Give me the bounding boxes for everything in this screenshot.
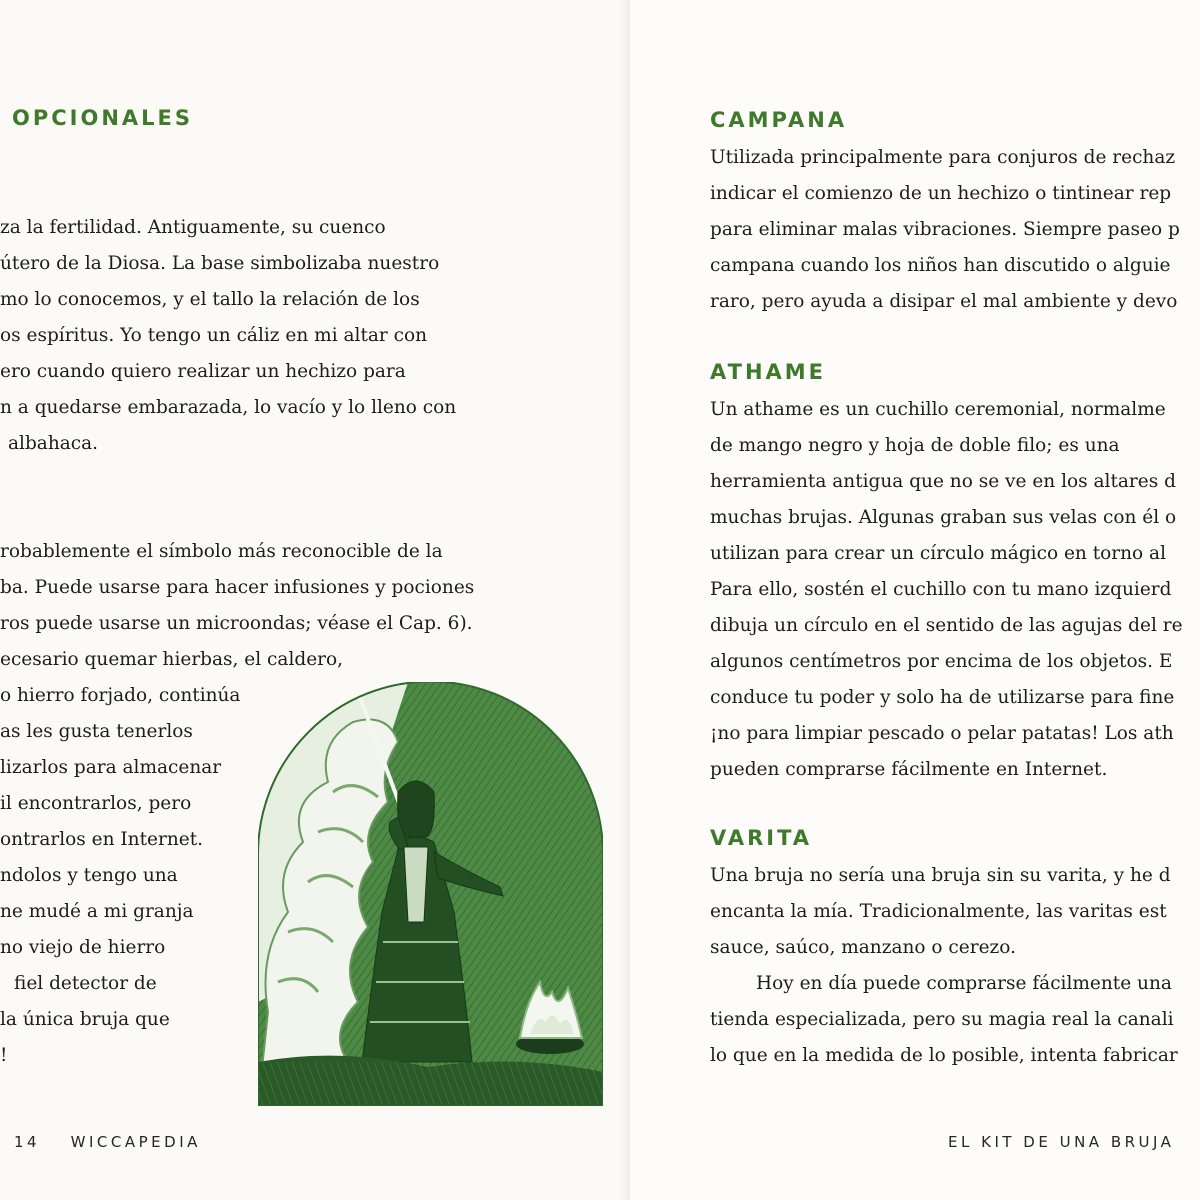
text-line: Para ello, sostén el cuchillo con tu mano izquierd	[710, 579, 1172, 600]
text-line: ontrarlos en Internet.	[0, 829, 204, 850]
text-line: Una bruja no sería una bruja sin su varita, y he d	[710, 865, 1171, 886]
text-line: !	[0, 1045, 8, 1066]
text-line: tienda especializada, pero su magia real la canali	[710, 1009, 1174, 1030]
text-line: n a quedarse embarazada, lo vacío y lo lleno con	[0, 397, 457, 418]
text-line: as les gusta tenerlos	[0, 721, 193, 742]
text-line: os espíritus. Yo tengo un cáliz en mi altar con	[0, 325, 428, 346]
text-line: la única bruja que	[0, 1009, 170, 1030]
witch-engraving-illustration	[258, 682, 603, 1106]
chapter-title: EL KIT DE UNA BRUJA	[948, 1133, 1175, 1151]
text-line: robablemente el símbolo más reconocible de la	[0, 541, 443, 562]
text-line: útero de la Diosa. La base simbolizaba nuestro	[0, 253, 440, 274]
text-line: ¡no para limpiar pescado o pelar patatas! Los ath	[710, 723, 1174, 744]
text-line: Utilizada principalmente para conjuros de rechaz	[710, 147, 1176, 168]
text-line: lizarlos para almacenar	[0, 757, 222, 778]
text-line: mo lo conocemos, y el tallo la relación de los	[0, 289, 420, 310]
footer-left	[14, 1133, 201, 1151]
text-line: algunos centímetros por encima de los objetos. E	[710, 651, 1173, 672]
text-line: albahaca.	[8, 433, 99, 454]
text-line: conduce tu poder y solo ha de utilizarse para fine	[710, 687, 1175, 708]
text-line: pueden comprarse fácilmente en Internet.	[710, 759, 1108, 780]
text-line: ndolos y tengo una	[0, 865, 178, 886]
text-line: lo que en la medida de lo posible, intenta fabricar	[710, 1045, 1178, 1066]
text-line: de mango negro y hoja de doble filo; es una	[710, 435, 1120, 456]
text-line: fiel detector de	[14, 973, 157, 994]
text-line: Hoy en día puede comprarse fácilmente una	[756, 973, 1172, 994]
text-line: encanta la mía. Tradicionalmente, las varitas est	[710, 901, 1167, 922]
section-heading-athame: ATHAME	[710, 360, 827, 384]
text-line: campana cuando los niños han discutido o alguie	[710, 255, 1171, 276]
text-line: ba. Puede usarse para hacer infusiones y pociones	[0, 577, 475, 598]
section-heading-campana: CAMPANA	[710, 108, 848, 132]
text-line: ero cuando quiero realizar un hechizo para	[0, 361, 406, 382]
text-line: il encontrarlos, pero	[0, 793, 192, 814]
text-line: dibuja un círculo en el sentido de las agujas del re	[710, 615, 1183, 636]
text-line: no viejo de hierro	[0, 937, 166, 958]
text-line: ne mudé a mi granja	[0, 901, 194, 922]
text-line: utilizan para crear un círculo mágico en torno al	[710, 543, 1166, 564]
text-line: ros puede usarse un microondas; véase el Cap. 6).	[0, 613, 473, 634]
text-line: raro, pero ayuda a disipar el mal ambiente y devo	[710, 291, 1178, 312]
text-line: herramienta antigua que no se ve en los altares d	[710, 471, 1176, 492]
text-line: muchas brujas. Algunas graban sus velas con él o	[710, 507, 1177, 528]
section-heading-opcionales: OPCIONALES	[12, 106, 193, 130]
text-line: indicar el comienzo de un hechizo o tintinear rep	[710, 183, 1172, 204]
book-title: WICCAPEDIA	[70, 1133, 201, 1151]
text-line: za la fertilidad. Antiguamente, su cuenco	[0, 217, 386, 238]
text-line: sauce, saúco, manzano o cerezo.	[710, 937, 1016, 958]
text-line: para eliminar malas vibraciones. Siempre paseo p	[710, 219, 1180, 240]
right-page	[630, 0, 1200, 1200]
section-heading-varita: VARITA	[710, 826, 813, 850]
footer-right	[948, 1133, 1174, 1151]
text-line: Un athame es un cuchillo ceremonial, normalme	[710, 399, 1166, 420]
text-line: ecesario quemar hierbas, el caldero,	[0, 649, 344, 670]
page-number: 14	[14, 1133, 41, 1151]
text-line: o hierro forjado, continúa	[0, 685, 241, 706]
